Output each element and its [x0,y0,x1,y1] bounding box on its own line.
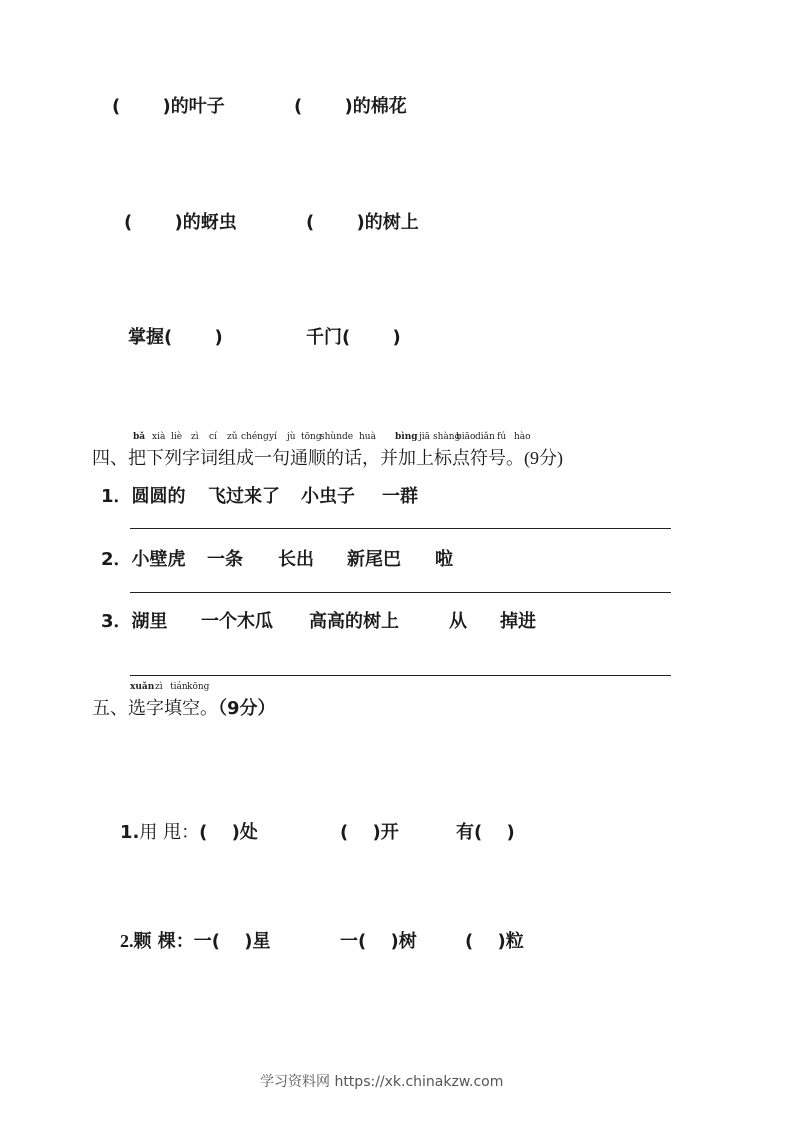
pinyin-de: de [342,432,354,442]
item-number: 3． [101,611,132,632]
pinyin-lie: liè [171,432,183,442]
sentence-item-1 [101,482,186,508]
pinyin-yi: yí [269,432,277,442]
pinyin-ju: jù [287,432,296,442]
pinyin-hua: huà [359,432,376,442]
pinyin-bing: bìng [395,432,418,442]
answer-line-1[interactable] [130,528,671,529]
word: 新尾巴 [347,549,401,570]
phrase-ye-zi: ( )的叶子 [112,96,225,117]
pinyin-jia: jiā [419,432,431,442]
phrase-qian-men: 千门( ) [306,327,401,348]
word: 湖里 [131,611,168,632]
pinyin-zu: zǔ [227,432,238,442]
section-five-title-text: 五、选字填空。 [92,698,218,719]
section-four-score: (9分) [524,448,563,468]
word: 啦 [435,549,453,570]
blank-phrase: 一( )树 [340,931,417,952]
section-four-title-text: 四、把下列字词组成一句通顺的话，并加上标点符号。 [92,448,524,469]
choose-item-2 [120,927,271,953]
blank-phrase: ( )粒 [465,931,524,952]
answer-line-2[interactable] [130,592,671,593]
phrase-mian-hua: ( )的棉花 [294,96,407,117]
pinyin-xia: xià [152,432,166,442]
pinyin-shun: shùn [320,432,343,442]
phrase-zhang-wo: 掌握( ) [128,327,223,348]
choice-label: 用 甩： [139,822,200,843]
section-five-score: （9分） [218,698,276,719]
choice-label: 颗 棵： [133,931,194,952]
phrase-shu-shang: ( )的树上 [306,212,419,233]
item-number: 1． [101,486,132,507]
choose-item-1 [120,818,258,844]
pinyin-tian: tián [170,682,188,692]
word: 小壁虎 [131,549,186,570]
answer-line-3[interactable] [130,675,671,676]
item-number: 2． [101,549,132,570]
item-number: 2. [120,931,134,951]
pinyin-zi: zì [191,432,199,442]
word: 从 [449,611,467,632]
pinyin-biao: biāo [456,432,476,442]
pinyin-kong: kōng [187,682,210,692]
word: 飞过来了 [208,486,280,507]
blank-phrase: 一( )星 [193,931,271,952]
word: 长出 [278,549,314,570]
pinyin-hao: hào [514,432,531,442]
pinyin-zi: zì [155,682,163,692]
section-four-title [92,444,563,470]
sentence-item-2 [101,545,186,571]
blank-phrase: ( )处 [199,822,258,843]
word: 一条 [207,549,243,570]
pinyin-shang: shàng [433,432,461,442]
blank-phrase: ( )开 [340,822,399,843]
pinyin-ci: cí [209,432,217,442]
item-number: 1. [120,822,140,843]
pinyin-dian: diǎn [475,432,495,442]
blank-phrase: 有( ) [456,822,515,843]
section-five-title [92,694,276,720]
pinyin-cheng: chéng [241,432,269,442]
word: 一个木瓜 [201,611,273,632]
word: 小虫子 [301,486,355,507]
pinyin-xuan: xuǎn [130,682,155,692]
pinyin-ba: bǎ [133,432,146,442]
word: 圆圆的 [131,486,186,507]
word: 一群 [382,486,418,507]
pinyin-tong: tōng [301,432,322,442]
word: 高高的树上 [309,611,399,632]
footer-watermark: 学习资料网 https://xk.chinakzw.com [260,1074,504,1090]
word: 掉进 [500,611,536,632]
pinyin-fu: fú [497,432,507,442]
phrase-ya-chong: ( )的蚜虫 [124,212,237,233]
sentence-item-3 [101,607,168,633]
